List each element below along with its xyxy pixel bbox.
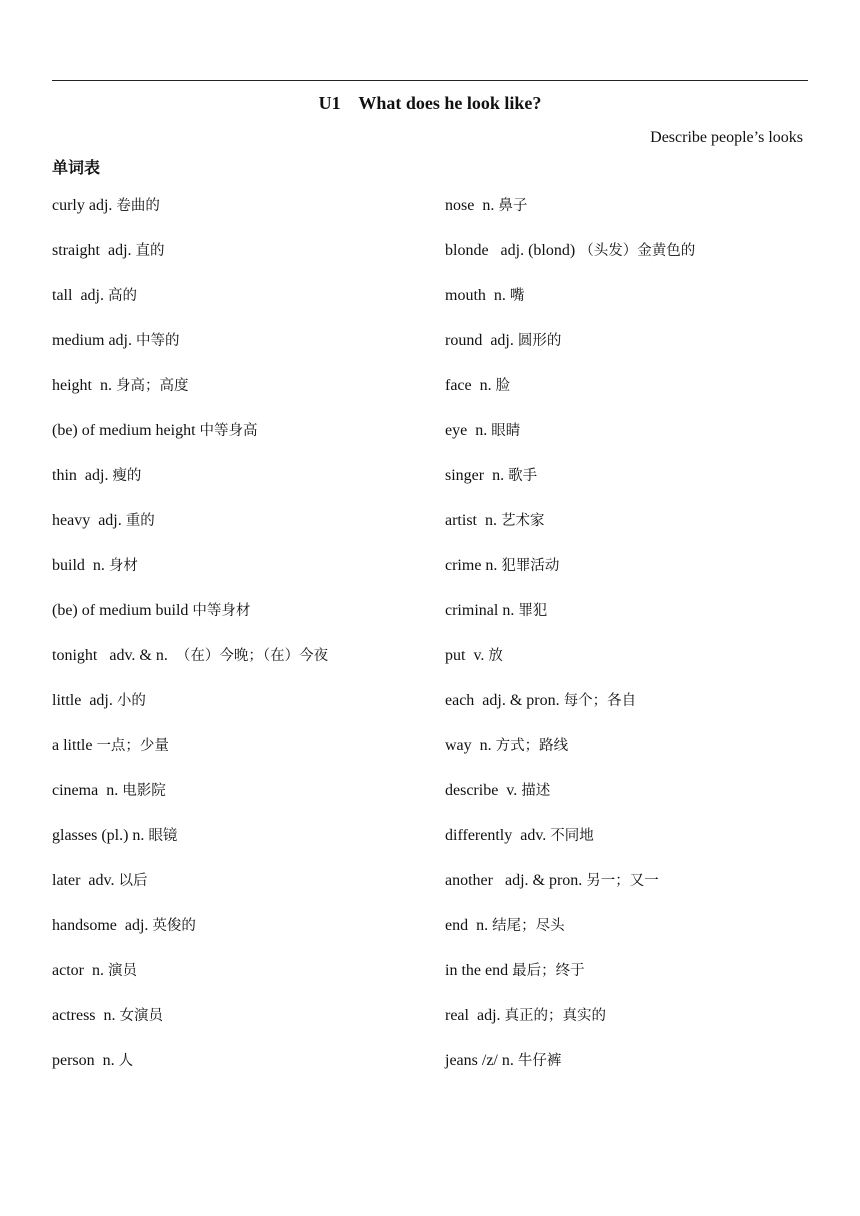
- vocab-entry: [445, 824, 695, 869]
- vocab-translation: 嘴: [509, 288, 525, 304]
- vocab-entry: [445, 464, 695, 509]
- vocab-translation: 演员: [107, 963, 137, 979]
- vocab-translation: 眼镜: [148, 828, 178, 844]
- vocab-entry: [52, 779, 328, 824]
- vocab-translation: 英俊的: [152, 918, 196, 934]
- vocab-entry: [52, 194, 328, 239]
- vocab-entry: [52, 824, 328, 869]
- vocab-translation: 中等的: [135, 333, 180, 349]
- vocab-entry: [52, 1004, 328, 1049]
- vocab-term: criminal n.: [445, 602, 519, 619]
- vocab-term: later adv.: [52, 872, 119, 889]
- vocab-translation: 艺术家: [501, 513, 545, 529]
- vocab-term: (be) of medium height: [52, 422, 200, 439]
- page-title: U1 What does he look like?: [318, 93, 542, 113]
- vocab-entry: [52, 554, 328, 599]
- vocab-translation: 罪犯: [518, 603, 548, 619]
- vocab-translation: （头发）金黄色的: [579, 243, 696, 259]
- vocab-translation: 真正的；真实的: [504, 1008, 607, 1024]
- vocab-entry: [445, 509, 695, 554]
- vocab-column-right: [445, 194, 695, 1094]
- vocab-entry: [445, 1049, 695, 1094]
- vocab-translation: 脸: [495, 378, 511, 394]
- vocab-term: tonight adv. & n.: [52, 647, 176, 664]
- vocab-entry: [445, 779, 695, 824]
- vocab-translation: 电影院: [122, 783, 166, 799]
- vocab-translation: 中等身高: [199, 423, 258, 439]
- vocab-term: medium adj.: [52, 332, 136, 349]
- vocab-term: handsome adj.: [52, 917, 153, 934]
- vocab-translation: 卷曲的: [116, 198, 160, 214]
- vocab-entry: [52, 914, 328, 959]
- vocab-term: glasses (pl.) n.: [52, 827, 149, 844]
- vocab-term: little adj.: [52, 692, 117, 709]
- vocab-translation: 小的: [116, 693, 146, 709]
- vocab-translation: 身高；高度: [116, 378, 189, 394]
- vocab-translation: 人: [118, 1053, 134, 1069]
- vocab-translation: 圆形的: [517, 333, 562, 349]
- vocab-translation: 放: [488, 648, 503, 664]
- vocab-term: curly adj.: [52, 197, 117, 214]
- vocab-entry: [445, 194, 695, 239]
- vocab-term: straight adj.: [52, 242, 136, 259]
- vocab-translation: 高的: [107, 288, 137, 304]
- section-label: 单词表: [52, 158, 101, 177]
- vocab-term: way n.: [445, 737, 496, 754]
- vocab-entry: [52, 689, 328, 734]
- vocab-term: nose n.: [445, 197, 499, 214]
- vocab-term: end n.: [445, 917, 493, 934]
- vocab-entry: [52, 734, 328, 779]
- vocab-term: put v.: [445, 647, 489, 664]
- vocab-term: a little: [52, 737, 97, 754]
- vocab-translation: 瘦的: [112, 468, 142, 484]
- vocab-translation: 身材: [108, 558, 138, 574]
- vocab-term: in the end: [445, 962, 513, 979]
- vocab-translation: 歌手: [508, 468, 538, 484]
- vocab-translation: 方式；路线: [495, 738, 569, 754]
- vocab-term: crime n.: [445, 557, 502, 574]
- vocab-term: each adj. & pron.: [445, 692, 564, 709]
- vocab-term: (be) of medium build: [52, 602, 193, 619]
- vocab-term: cinema n.: [52, 782, 123, 799]
- vocab-translation: 中等身材: [192, 603, 251, 619]
- vocab-translation: 每个；各自: [563, 693, 637, 709]
- vocab-term: artist n.: [445, 512, 501, 529]
- vocab-term: singer n.: [445, 467, 509, 484]
- vocab-entry: [52, 509, 328, 554]
- vocab-translation: 描述: [521, 783, 551, 799]
- vocab-term: thin adj.: [52, 467, 113, 484]
- vocab-term: eye n.: [445, 422, 492, 439]
- vocab-entry: [52, 374, 328, 419]
- vocab-term: height n.: [52, 377, 116, 394]
- vocab-entry: [52, 1049, 328, 1094]
- vocab-term: round adj.: [445, 332, 518, 349]
- vocab-term: actor n.: [52, 962, 108, 979]
- vocab-term: jeans /z/ n.: [445, 1052, 518, 1069]
- vocab-translation: 不同地: [550, 828, 594, 844]
- vocab-term: differently adv.: [445, 827, 551, 844]
- vocab-entry: [445, 374, 695, 419]
- vocab-term: real adj.: [445, 1007, 505, 1024]
- vocab-entry: [52, 599, 328, 644]
- vocab-entry: [445, 734, 695, 779]
- vocab-entry: [52, 239, 328, 284]
- vocab-term: mouth n.: [445, 287, 510, 304]
- vocab-term: another adj. & pron.: [445, 872, 587, 889]
- vocab-translation: 牛仔裤: [517, 1053, 562, 1069]
- vocab-term: blonde adj. (blond): [445, 242, 580, 259]
- vocab-entry: [445, 959, 695, 1004]
- vocab-entry: [52, 419, 328, 464]
- vocab-translation: 以后: [118, 873, 148, 889]
- vocab-entry: [445, 284, 695, 329]
- vocab-entry: [52, 464, 328, 509]
- vocab-translation: 一点；少量: [96, 738, 169, 754]
- vocab-entry: [445, 914, 695, 959]
- vocab-entry: [445, 239, 695, 284]
- vocab-entry: [445, 554, 695, 599]
- vocab-translation: 另一；又一: [586, 873, 659, 889]
- vocab-term: heavy adj.: [52, 512, 126, 529]
- vocab-term: actress n.: [52, 1007, 120, 1024]
- vocab-translation: 眼睛: [491, 423, 521, 439]
- vocab-entry: [445, 644, 695, 689]
- vocab-translation: 最后；终于: [512, 963, 585, 979]
- vocab-translation: 犯罪活动: [501, 558, 560, 574]
- vocab-translation: 重的: [125, 513, 155, 529]
- vocab-entry: [445, 329, 695, 374]
- vocab-translation: 直的: [135, 243, 165, 259]
- vocab-entry: [445, 869, 695, 914]
- vocab-entry: [52, 644, 328, 689]
- vocab-term: face n.: [445, 377, 496, 394]
- vocab-term: person n.: [52, 1052, 119, 1069]
- vocab-entry: [445, 419, 695, 464]
- vocab-entry: [52, 284, 328, 329]
- vocab-entry: [52, 959, 328, 1004]
- vocab-translation: 女演员: [119, 1008, 164, 1024]
- vocab-entry: [445, 599, 695, 644]
- vocab-entry: [52, 869, 328, 914]
- vocab-translation: 鼻子: [498, 198, 528, 214]
- vocab-entry: [52, 329, 328, 374]
- vocab-entry: [445, 1004, 695, 1049]
- vocab-translation: （在）今晚；（在）今夜: [175, 648, 329, 664]
- vocab-translation: 结尾；尽头: [492, 918, 565, 934]
- vocab-column-left: [52, 194, 328, 1094]
- vocab-term: describe v.: [445, 782, 522, 799]
- vocab-term: tall adj.: [52, 287, 108, 304]
- header-rule: [52, 80, 808, 81]
- vocab-term: build n.: [52, 557, 109, 574]
- vocab-entry: [445, 689, 695, 734]
- page-subtitle: Describe people’s looks: [650, 129, 803, 146]
